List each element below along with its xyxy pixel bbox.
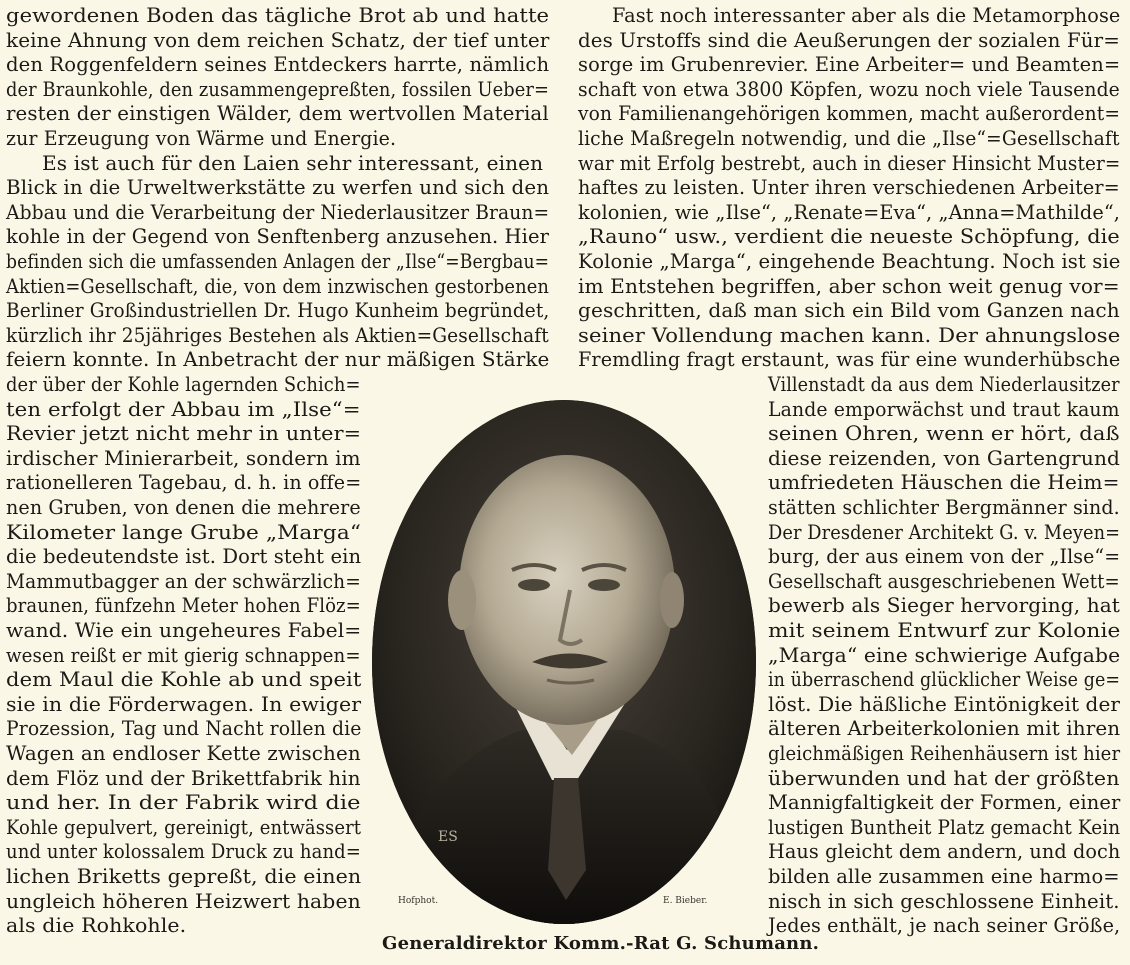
text-line: „Rauno“ usw., verdient die neueste Schöpfung, die — [578, 225, 1120, 249]
text-line: ungleich höheren Heizwert haben — [6, 889, 361, 913]
text-line: der Braunkohle, den zusammengepreßten, fossilen Ueber= — [6, 77, 550, 101]
text-line: Revier jetzt nicht mehr in unter= — [6, 422, 362, 446]
text-line: sie in die Förderwagen. In ewiger — [6, 692, 362, 716]
text-line: Kilometer lange Grube „Marga“ — [6, 520, 362, 544]
photo-monogram: ES — [438, 829, 458, 845]
text-line: in überraschend glücklicher Weise ge= — [768, 668, 1121, 692]
text-line: Gesellschaft ausgeschriebenen Wett= — [768, 569, 1120, 593]
text-line: von Familienangehörigen kommen, macht außerordent= — [578, 102, 1121, 126]
text-line: lichen Briketts gepreßt, die einen — [6, 865, 362, 888]
text-line: Prozession, Tag und Nacht rollen die — [6, 717, 362, 741]
text-line: Lande emporwächst und traut kaum — [768, 397, 1120, 421]
text-line: Villenstadt da aus dem Niederlausitzer — [768, 373, 1120, 396]
text-line: und her. In der Fabrik wird die — [6, 791, 361, 815]
text-line: burg, der aus einem von der „Ilse“= — [768, 545, 1121, 569]
text-line: gleichmäßigen Reihenhäusern ist hier — [768, 742, 1121, 765]
text-line: seiner Vollendung machen kann. Der ahnungslose — [578, 323, 1121, 347]
text-line: Kohle gepulvert, gereinigt, entwässert — [6, 815, 362, 839]
text-line: der über der Kohle lagernden Schich= — [6, 373, 361, 396]
text-line: im Entstehen begriffen, aber schon weit genug vor= — [578, 274, 1120, 298]
text-line: nisch in sich geschlossene Einheit. — [768, 889, 1120, 913]
text-line: rationelleren Tagebau, d. h. in offe= — [6, 471, 362, 495]
portrait-photo — [372, 400, 756, 924]
text-line: zur Erzeugung von Wärme und Energie. — [6, 127, 397, 150]
text-line: Berliner Großindustriellen Dr. Hugo Kunheim begründet, — [6, 299, 550, 323]
text-line: älteren Arbeiterkolonien mit ihren — [768, 717, 1121, 741]
text-line: als die Rohkohle. — [6, 914, 187, 938]
text-line: diese reizenden, von Gartengrund — [768, 446, 1121, 470]
text-line: nen Gruben, von denen die mehrere — [6, 496, 361, 519]
text-line: haftes zu leisten. Unter ihren verschiedenen Arbeiter= — [578, 176, 1120, 200]
text-line: keine Ahnung von dem reichen Schatz, der tief unter — [6, 28, 550, 52]
text-line: feiern konnte. In Anbetracht der nur mäßigen Stärke — [6, 348, 550, 372]
text-line: Fremdling fragt erstaunt, was für eine wunderhübsche — [578, 348, 1121, 372]
text-line: braunen, fünfzehn Meter hohen Flöz= — [6, 594, 361, 618]
text-line: schaft von etwa 3800 Köpfen, wozu noch viele Tausende — [578, 77, 1120, 101]
text-line: irdischer Minierarbeit, sondern im — [6, 446, 361, 470]
text-line: wand. Wie ein ungeheures Fabel= — [6, 619, 362, 642]
text-line: „Marga“ eine schwierige Aufgabe — [768, 643, 1121, 667]
text-line: Jedes enthält, je nach seiner Größe, — [768, 914, 1121, 938]
text-line: dem Flöz und der Brikettfabrik hin — [6, 766, 361, 790]
photo-credit-left: Hofphot. — [398, 896, 439, 906]
text-line: ten erfolgt der Abbau im „Ilse“= — [6, 397, 361, 421]
text-line: kolonien, wie „Ilse“, „Renate=Eva“, „Anna=Mathilde“, — [578, 200, 1121, 224]
text-line: die bedeutendste ist. Dort steht ein — [6, 545, 362, 569]
text-line: mit seinem Entwurf zur Kolonie — [768, 619, 1121, 642]
text-line: resten der einstigen Wälder, dem wertvollen Material — [6, 102, 549, 126]
text-line: befinden sich die umfassenden Anlagen der „Ilse“=Bergbau= — [6, 250, 550, 273]
text-line: umfriedeten Häuschen die Heim= — [768, 471, 1120, 495]
portrait-illustration — [372, 400, 756, 924]
photo-credit-right: E. Bieber. — [663, 896, 708, 906]
text-line: war mit Erfolg bestrebt, auch in dieser Hinsicht Muster= — [578, 151, 1121, 175]
text-line: wesen reißt er mit gierig schnappen= — [6, 643, 361, 667]
text-line: Haus gleicht dem andern, und doch — [768, 840, 1121, 864]
text-line: Wagen an endloser Kette zwischen — [6, 742, 361, 765]
text-line: Mannigfaltigkeit der Formen, einer — [768, 791, 1121, 815]
text-line: Aktien=Gesellschaft, die, von dem inzwischen gestorbenen — [6, 274, 549, 298]
text-line: Blick in die Urweltwerkstätte zu werfen und sich den — [6, 176, 550, 200]
text-line: bewerb als Sieger hervorging, hat — [768, 594, 1120, 618]
text-line: Abbau und die Verarbeitung der Niederlausitzer Braun= — [6, 200, 550, 224]
text-line: kürzlich ihr 25jähriges Bestehen als Aktien=Gesellschaft — [6, 323, 549, 347]
text-line: seinen Ohren, wenn er hört, daß — [768, 422, 1120, 446]
text-line: stätten schlichter Bergmänner sind. — [768, 496, 1120, 519]
text-line: Es ist auch für den Laien sehr interessant, einen — [42, 151, 544, 175]
text-line: Kolonie „Marga“, eingehende Beachtung. Noch ist sie — [578, 250, 1121, 273]
text-line: dem Maul die Kohle ab und speit — [6, 668, 362, 692]
text-line: geschritten, daß man sich ein Bild vom Ganzen nach — [578, 299, 1120, 323]
text-line: löst. Die häßliche Eintönigkeit der — [768, 692, 1121, 716]
text-line: sorge im Grubenrevier. Eine Arbeiter= und Beamten= — [578, 53, 1121, 77]
text-line: Fast noch interessanter aber als die Metamorphose — [612, 4, 1121, 27]
text-line: überwunden und hat der größten — [768, 766, 1120, 790]
photo-caption: Generaldirektor Komm.-Rat G. Schumann. — [382, 933, 820, 954]
text-line: lustigen Buntheit Platz gemacht Kein — [768, 815, 1121, 839]
text-line: Mammutbagger an der schwärzlich= — [6, 569, 361, 593]
text-line: kohle in der Gegend von Senftenberg anzusehen. Hier — [6, 225, 549, 249]
text-line: liche Maßregeln notwendig, und die „Ilse“=Gesellschaft — [578, 127, 1120, 150]
text-line: den Roggenfeldern seines Entdeckers harrte, nämlich — [6, 53, 550, 77]
text-line: gewordenen Boden das tägliche Brot ab und hatte — [6, 4, 550, 27]
text-line: bilden alle zusammen eine harmo= — [768, 865, 1120, 888]
text-line: Der Dresdener Architekt G. v. Meyen= — [768, 520, 1121, 544]
text-line: des Urstoffs sind die Aeußerungen der sozialen Für= — [578, 28, 1120, 52]
text-line: und unter kolossalem Druck zu hand= — [6, 840, 361, 864]
